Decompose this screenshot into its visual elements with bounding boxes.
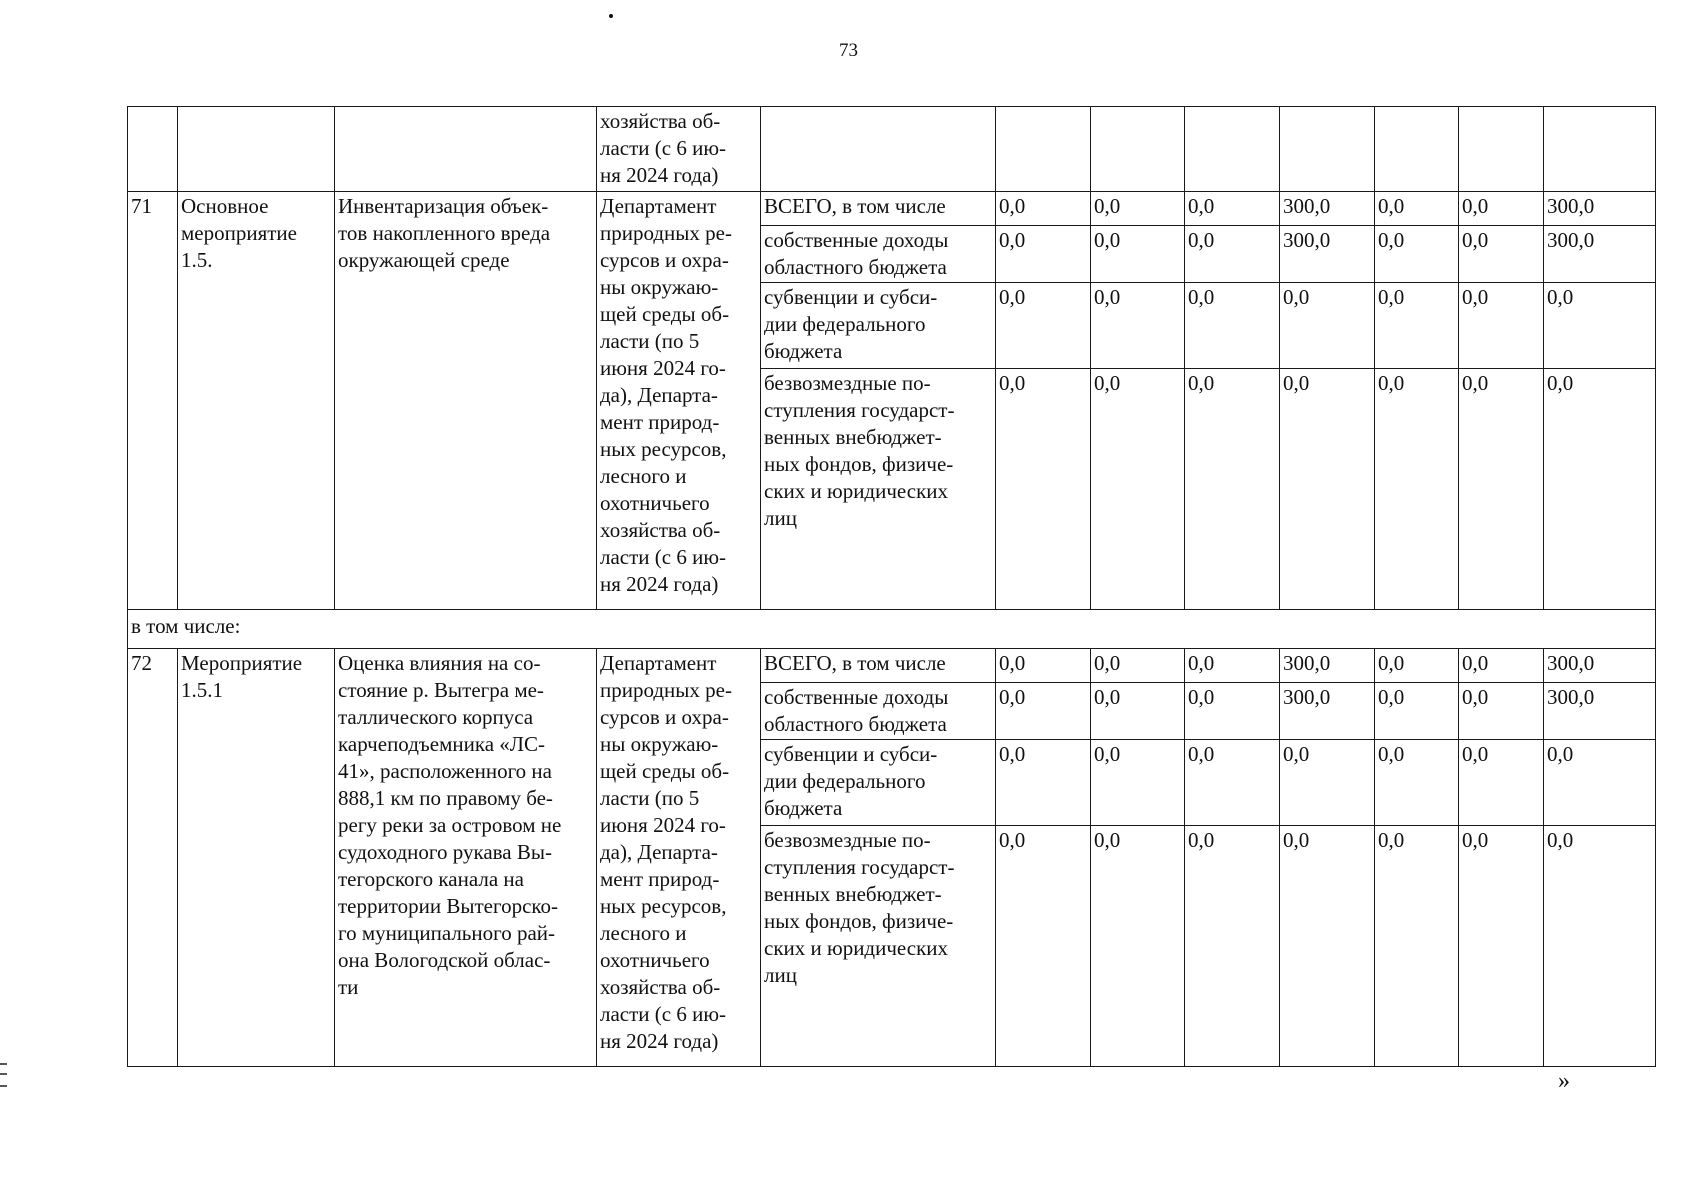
text-line: ступления государст- bbox=[764, 398, 955, 422]
text-line: лесного и bbox=[600, 921, 687, 945]
text-line: щей среды об- bbox=[600, 759, 730, 783]
amount-cell: 0,0 bbox=[1459, 192, 1544, 226]
text-line: Инвентаризация объек- bbox=[338, 194, 549, 218]
funding-source-label bbox=[761, 192, 996, 226]
amount-cell: 0,0 bbox=[1091, 192, 1185, 226]
amount-cell: 0,0 bbox=[1185, 649, 1280, 683]
text-line: щей среды об- bbox=[600, 302, 730, 326]
text-line: тегорского канала на bbox=[338, 867, 524, 891]
text-line: ласти (с 6 ию- bbox=[600, 136, 727, 160]
text-line: 1.5.1 bbox=[181, 678, 223, 702]
text-line: дии федерального bbox=[764, 312, 926, 336]
text-line: сурсов и охра- bbox=[600, 705, 729, 729]
funding-source-label bbox=[761, 826, 996, 1067]
funding-source-label bbox=[761, 649, 996, 683]
budget-table bbox=[127, 106, 1656, 1067]
amount-cell: 0,0 bbox=[996, 683, 1091, 740]
amount-cell: 0,0 bbox=[1185, 283, 1280, 369]
text-line: ны окружаю- bbox=[600, 275, 719, 299]
section-label: в том числе: bbox=[128, 610, 1656, 649]
amount-cell: 0,0 bbox=[1375, 683, 1459, 740]
amount-cell: 0,0 bbox=[1459, 283, 1544, 369]
text-line: дии федерального bbox=[764, 769, 926, 793]
text-line: таллического корпуса bbox=[338, 705, 534, 729]
text-line: ласти (по 5 bbox=[600, 786, 700, 810]
cell-empty bbox=[1459, 107, 1544, 192]
amount-cell: 0,0 bbox=[1091, 226, 1185, 283]
text-line: судоходного рукава Вы- bbox=[338, 840, 552, 864]
text-line: лиц bbox=[764, 963, 797, 987]
amount-cell: 300,0 bbox=[1544, 683, 1656, 740]
text-line: ных ресурсов, bbox=[600, 437, 727, 461]
cell-empty bbox=[1185, 107, 1280, 192]
name-cell bbox=[335, 649, 597, 1067]
text-line: 888,1 км по правому бе- bbox=[338, 786, 553, 810]
amount-cell: 0,0 bbox=[1459, 369, 1544, 610]
text-line: ступления государст- bbox=[764, 855, 955, 879]
amount-cell: 0,0 bbox=[1091, 740, 1185, 826]
text-line: она Вологодской облас- bbox=[338, 948, 551, 972]
stray-dot-mark bbox=[609, 14, 613, 18]
text-line: хозяйства об- bbox=[600, 109, 721, 133]
text-line: природных ре- bbox=[600, 221, 732, 245]
text-line: ласти (по 5 bbox=[600, 329, 700, 353]
text-line: сурсов и охра- bbox=[600, 248, 729, 272]
amount-cell: 300,0 bbox=[1544, 226, 1656, 283]
text-line: субвенции и субси- bbox=[764, 742, 938, 766]
text-line: да), Департа- bbox=[600, 383, 718, 407]
responsible-cell bbox=[597, 192, 761, 610]
text-line: Департамент bbox=[600, 194, 717, 218]
cell-empty bbox=[996, 107, 1091, 192]
text-line: безвозмездные по- bbox=[764, 371, 931, 395]
text-line: ласти (с 6 ию- bbox=[600, 1002, 727, 1026]
text-line: Департамент bbox=[600, 651, 717, 675]
text-line: собственные доходы bbox=[764, 685, 949, 709]
amount-cell: 300,0 bbox=[1544, 192, 1656, 226]
amount-cell: 0,0 bbox=[1185, 683, 1280, 740]
amount-cell: 0,0 bbox=[1280, 826, 1375, 1067]
text-line: ных фондов, физиче- bbox=[764, 452, 954, 476]
text-line: охотничьего bbox=[600, 948, 710, 972]
closing-quote: » bbox=[1558, 1068, 1570, 1094]
responsible-cell bbox=[597, 649, 761, 1067]
text-line: Оценка влияния на со- bbox=[338, 651, 541, 675]
text-line: территории Вытегорско- bbox=[338, 894, 559, 918]
text-line: 41», расположенного на bbox=[338, 759, 552, 783]
amount-cell: 0,0 bbox=[1375, 649, 1459, 683]
amount-cell: 0,0 bbox=[996, 740, 1091, 826]
text-line: бюджета bbox=[764, 796, 843, 820]
name-cell bbox=[335, 192, 597, 610]
amount-cell: 0,0 bbox=[1459, 649, 1544, 683]
amount-cell: 0,0 bbox=[1459, 683, 1544, 740]
amount-cell: 0,0 bbox=[1459, 740, 1544, 826]
text-line: Основное bbox=[181, 194, 269, 218]
row-number-cell: 72 bbox=[128, 649, 178, 1067]
continuation-row bbox=[128, 107, 1656, 192]
amount-cell: 0,0 bbox=[1280, 740, 1375, 826]
text-line: ских и юридических bbox=[764, 936, 949, 960]
text-line: венных внебюджет- bbox=[764, 882, 942, 906]
text-line: ных фондов, физиче- bbox=[764, 909, 954, 933]
text-line: го муниципального рай- bbox=[338, 921, 556, 945]
responsible-cell bbox=[597, 107, 761, 192]
amount-cell: 0,0 bbox=[996, 192, 1091, 226]
amount-cell: 0,0 bbox=[1091, 649, 1185, 683]
amount-cell: 0,0 bbox=[996, 649, 1091, 683]
text-line: ня 2024 года) bbox=[600, 163, 719, 187]
text-line: ВСЕГО, в том числе bbox=[764, 651, 946, 675]
text-line: стояние р. Вытегра ме- bbox=[338, 678, 544, 702]
amount-cell: 0,0 bbox=[1544, 283, 1656, 369]
text-line: ных ресурсов, bbox=[600, 894, 727, 918]
amount-cell: 0,0 bbox=[1375, 192, 1459, 226]
text-line: ских и юридических bbox=[764, 479, 949, 503]
amount-cell: 0,0 bbox=[1091, 283, 1185, 369]
text-line: природных ре- bbox=[600, 678, 732, 702]
row-number-cell: 71 bbox=[128, 192, 178, 610]
amount-cell: 0,0 bbox=[1375, 226, 1459, 283]
amount-cell: 0,0 bbox=[996, 226, 1091, 283]
cell-empty bbox=[178, 107, 335, 192]
funding-row bbox=[128, 192, 1656, 226]
funding-source-label bbox=[761, 226, 996, 283]
status-cell bbox=[178, 649, 335, 1067]
cell-empty bbox=[1091, 107, 1185, 192]
text-line: да), Департа- bbox=[600, 840, 718, 864]
text-line: венных внебюджет- bbox=[764, 425, 942, 449]
text-line: тов накопленного вреда bbox=[338, 221, 551, 245]
text-line: ти bbox=[338, 975, 359, 999]
text-line: мент природ- bbox=[600, 867, 720, 891]
cell-empty bbox=[128, 107, 178, 192]
amount-cell: 0,0 bbox=[1544, 740, 1656, 826]
amount-cell: 0,0 bbox=[1375, 826, 1459, 1067]
page-number: 73 bbox=[839, 40, 858, 61]
text-line: мент природ- bbox=[600, 410, 720, 434]
amount-cell: 0,0 bbox=[1544, 369, 1656, 610]
text-line: карчеподъемника «ЛС- bbox=[338, 732, 546, 756]
cell-empty bbox=[1375, 107, 1459, 192]
text-line: безвозмездные по- bbox=[764, 828, 931, 852]
text-line: хозяйства об- bbox=[600, 975, 721, 999]
funding-source-label bbox=[761, 369, 996, 610]
funding-row bbox=[128, 649, 1656, 683]
amount-cell: 0,0 bbox=[1185, 192, 1280, 226]
text-line: ня 2024 года) bbox=[600, 572, 719, 596]
section-row bbox=[128, 610, 1656, 649]
margin-edge-mark bbox=[0, 1063, 7, 1087]
funding-source-label bbox=[761, 740, 996, 826]
amount-cell: 0,0 bbox=[1185, 369, 1280, 610]
amount-cell: 300,0 bbox=[1280, 226, 1375, 283]
text-line: лиц bbox=[764, 506, 797, 530]
amount-cell: 0,0 bbox=[996, 826, 1091, 1067]
amount-cell: 300,0 bbox=[1280, 649, 1375, 683]
amount-cell: 300,0 bbox=[1280, 683, 1375, 740]
text-line: июня 2024 го- bbox=[600, 356, 726, 380]
amount-cell: 0,0 bbox=[1375, 283, 1459, 369]
amount-cell: 0,0 bbox=[1091, 369, 1185, 610]
amount-cell: 0,0 bbox=[1185, 740, 1280, 826]
amount-cell: 300,0 bbox=[1544, 649, 1656, 683]
funding-source-label bbox=[761, 283, 996, 369]
cell-empty bbox=[761, 107, 996, 192]
text-line: ласти (с 6 ию- bbox=[600, 545, 727, 569]
amount-cell: 300,0 bbox=[1280, 192, 1375, 226]
cell-empty bbox=[1280, 107, 1375, 192]
amount-cell: 0,0 bbox=[1459, 226, 1544, 283]
text-line: окружающей среде bbox=[338, 248, 510, 272]
text-line: собственные доходы bbox=[764, 228, 949, 252]
cell-empty bbox=[335, 107, 597, 192]
text-line: мероприятие bbox=[181, 221, 297, 245]
text-line: областного бюджета bbox=[764, 712, 947, 736]
table-body bbox=[128, 107, 1656, 1067]
amount-cell: 0,0 bbox=[1280, 283, 1375, 369]
amount-cell: 0,0 bbox=[1091, 826, 1185, 1067]
text-line: ВСЕГО, в том числе bbox=[764, 194, 946, 218]
amount-cell: 0,0 bbox=[1185, 226, 1280, 283]
text-line: ны окружаю- bbox=[600, 732, 719, 756]
amount-cell: 0,0 bbox=[996, 283, 1091, 369]
amount-cell: 0,0 bbox=[1280, 369, 1375, 610]
text-line: регу реки за островом не bbox=[338, 813, 562, 837]
cell-empty bbox=[1544, 107, 1656, 192]
amount-cell: 0,0 bbox=[1375, 740, 1459, 826]
text-line: Мероприятие bbox=[181, 651, 303, 675]
status-cell bbox=[178, 192, 335, 610]
text-line: ня 2024 года) bbox=[600, 1029, 719, 1053]
amount-cell: 0,0 bbox=[1375, 369, 1459, 610]
text-line: хозяйства об- bbox=[600, 518, 721, 542]
amount-cell: 0,0 bbox=[1091, 683, 1185, 740]
amount-cell: 0,0 bbox=[1459, 826, 1544, 1067]
text-line: областного бюджета bbox=[764, 255, 947, 279]
text-line: субвенции и субси- bbox=[764, 285, 938, 309]
funding-source-label bbox=[761, 683, 996, 740]
amount-cell: 0,0 bbox=[996, 369, 1091, 610]
text-line: лесного и bbox=[600, 464, 687, 488]
amount-cell: 0,0 bbox=[1185, 826, 1280, 1067]
text-line: охотничьего bbox=[600, 491, 710, 515]
amount-cell: 0,0 bbox=[1544, 826, 1656, 1067]
text-line: бюджета bbox=[764, 339, 843, 363]
text-line: 1.5. bbox=[181, 248, 213, 272]
text-line: июня 2024 го- bbox=[600, 813, 726, 837]
